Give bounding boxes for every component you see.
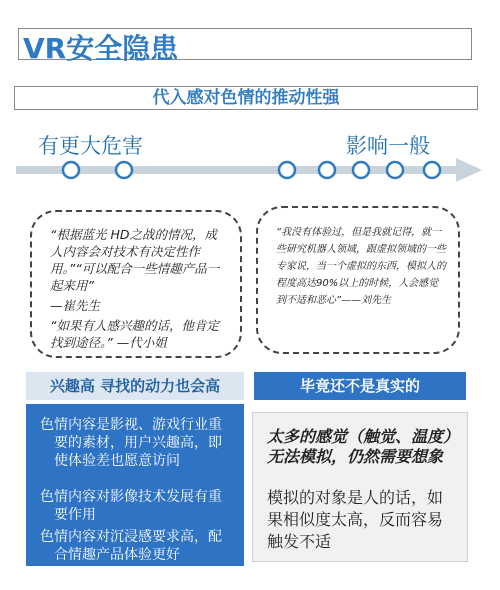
left-point-2: 色情内容对影像技术发展有重要作用: [40, 489, 222, 523]
scale-arrow: [0, 150, 500, 190]
right-quote-text: “我没有体验过，但是我就记得，就一些研究机器人领域，跟虚拟领域的一些专家说，当一个虚拟的东西，模拟人的程度高达90%以上的时候，人会感觉到不适和恶心”——刘先生: [276, 227, 446, 306]
left-band: 兴趣高 寻找的动力也会高: [26, 372, 244, 400]
scale-circle-3: [279, 162, 295, 178]
right-panel-emphasis: 太多的感觉（触觉、温度）无法模拟，仍然需要想象: [267, 427, 452, 466]
scale-left-label: 有更大危害: [38, 134, 143, 158]
scale-arrow-head: [456, 158, 482, 182]
left-quote-line-1: “根据蓝光 HD之战的情况，成人内容会对技术有决定性作用。”“可以配合一些情趣产品一起来用”: [50, 227, 220, 293]
left-panel: [26, 404, 244, 566]
scale-circle-7: [424, 162, 440, 178]
left-quote-text: [50, 226, 226, 351]
page-title: VR安全隐患: [23, 32, 179, 65]
subtitle-box: [14, 86, 478, 110]
left-quote-bubble: [30, 210, 242, 358]
scale-circle-5: [353, 162, 369, 178]
left-quote-line-2: —崔先生: [50, 298, 101, 313]
right-panel-body: 模拟的对象是人的话，如果相似度太高，反而容易触发不适: [267, 488, 444, 551]
right-band: 毕竟还不是真实的: [254, 372, 466, 400]
scale-right-label: 影响一般: [346, 134, 430, 158]
title-box: [18, 28, 472, 65]
left-point-3: 色情内容对沉浸感要求高，配合情趣产品体验更好: [40, 529, 222, 563]
page-subtitle: 代入感对色情的推动性强: [152, 88, 340, 108]
left-quote-line-3: “如果有人感兴趣的话，他肯定找到途径。” —代小姐: [50, 318, 219, 350]
left-point-1: 色情内容是影视、游戏行业重要的素材，用户兴趣高，即使体验差也愿意访问: [40, 417, 222, 469]
scale-circle-1: [63, 162, 79, 178]
scale-circle-2: [116, 162, 132, 178]
scale-circle-4: [319, 162, 335, 178]
scale-circle-6: [387, 162, 403, 178]
right-panel: [252, 412, 468, 562]
right-quote-bubble: [256, 206, 460, 354]
